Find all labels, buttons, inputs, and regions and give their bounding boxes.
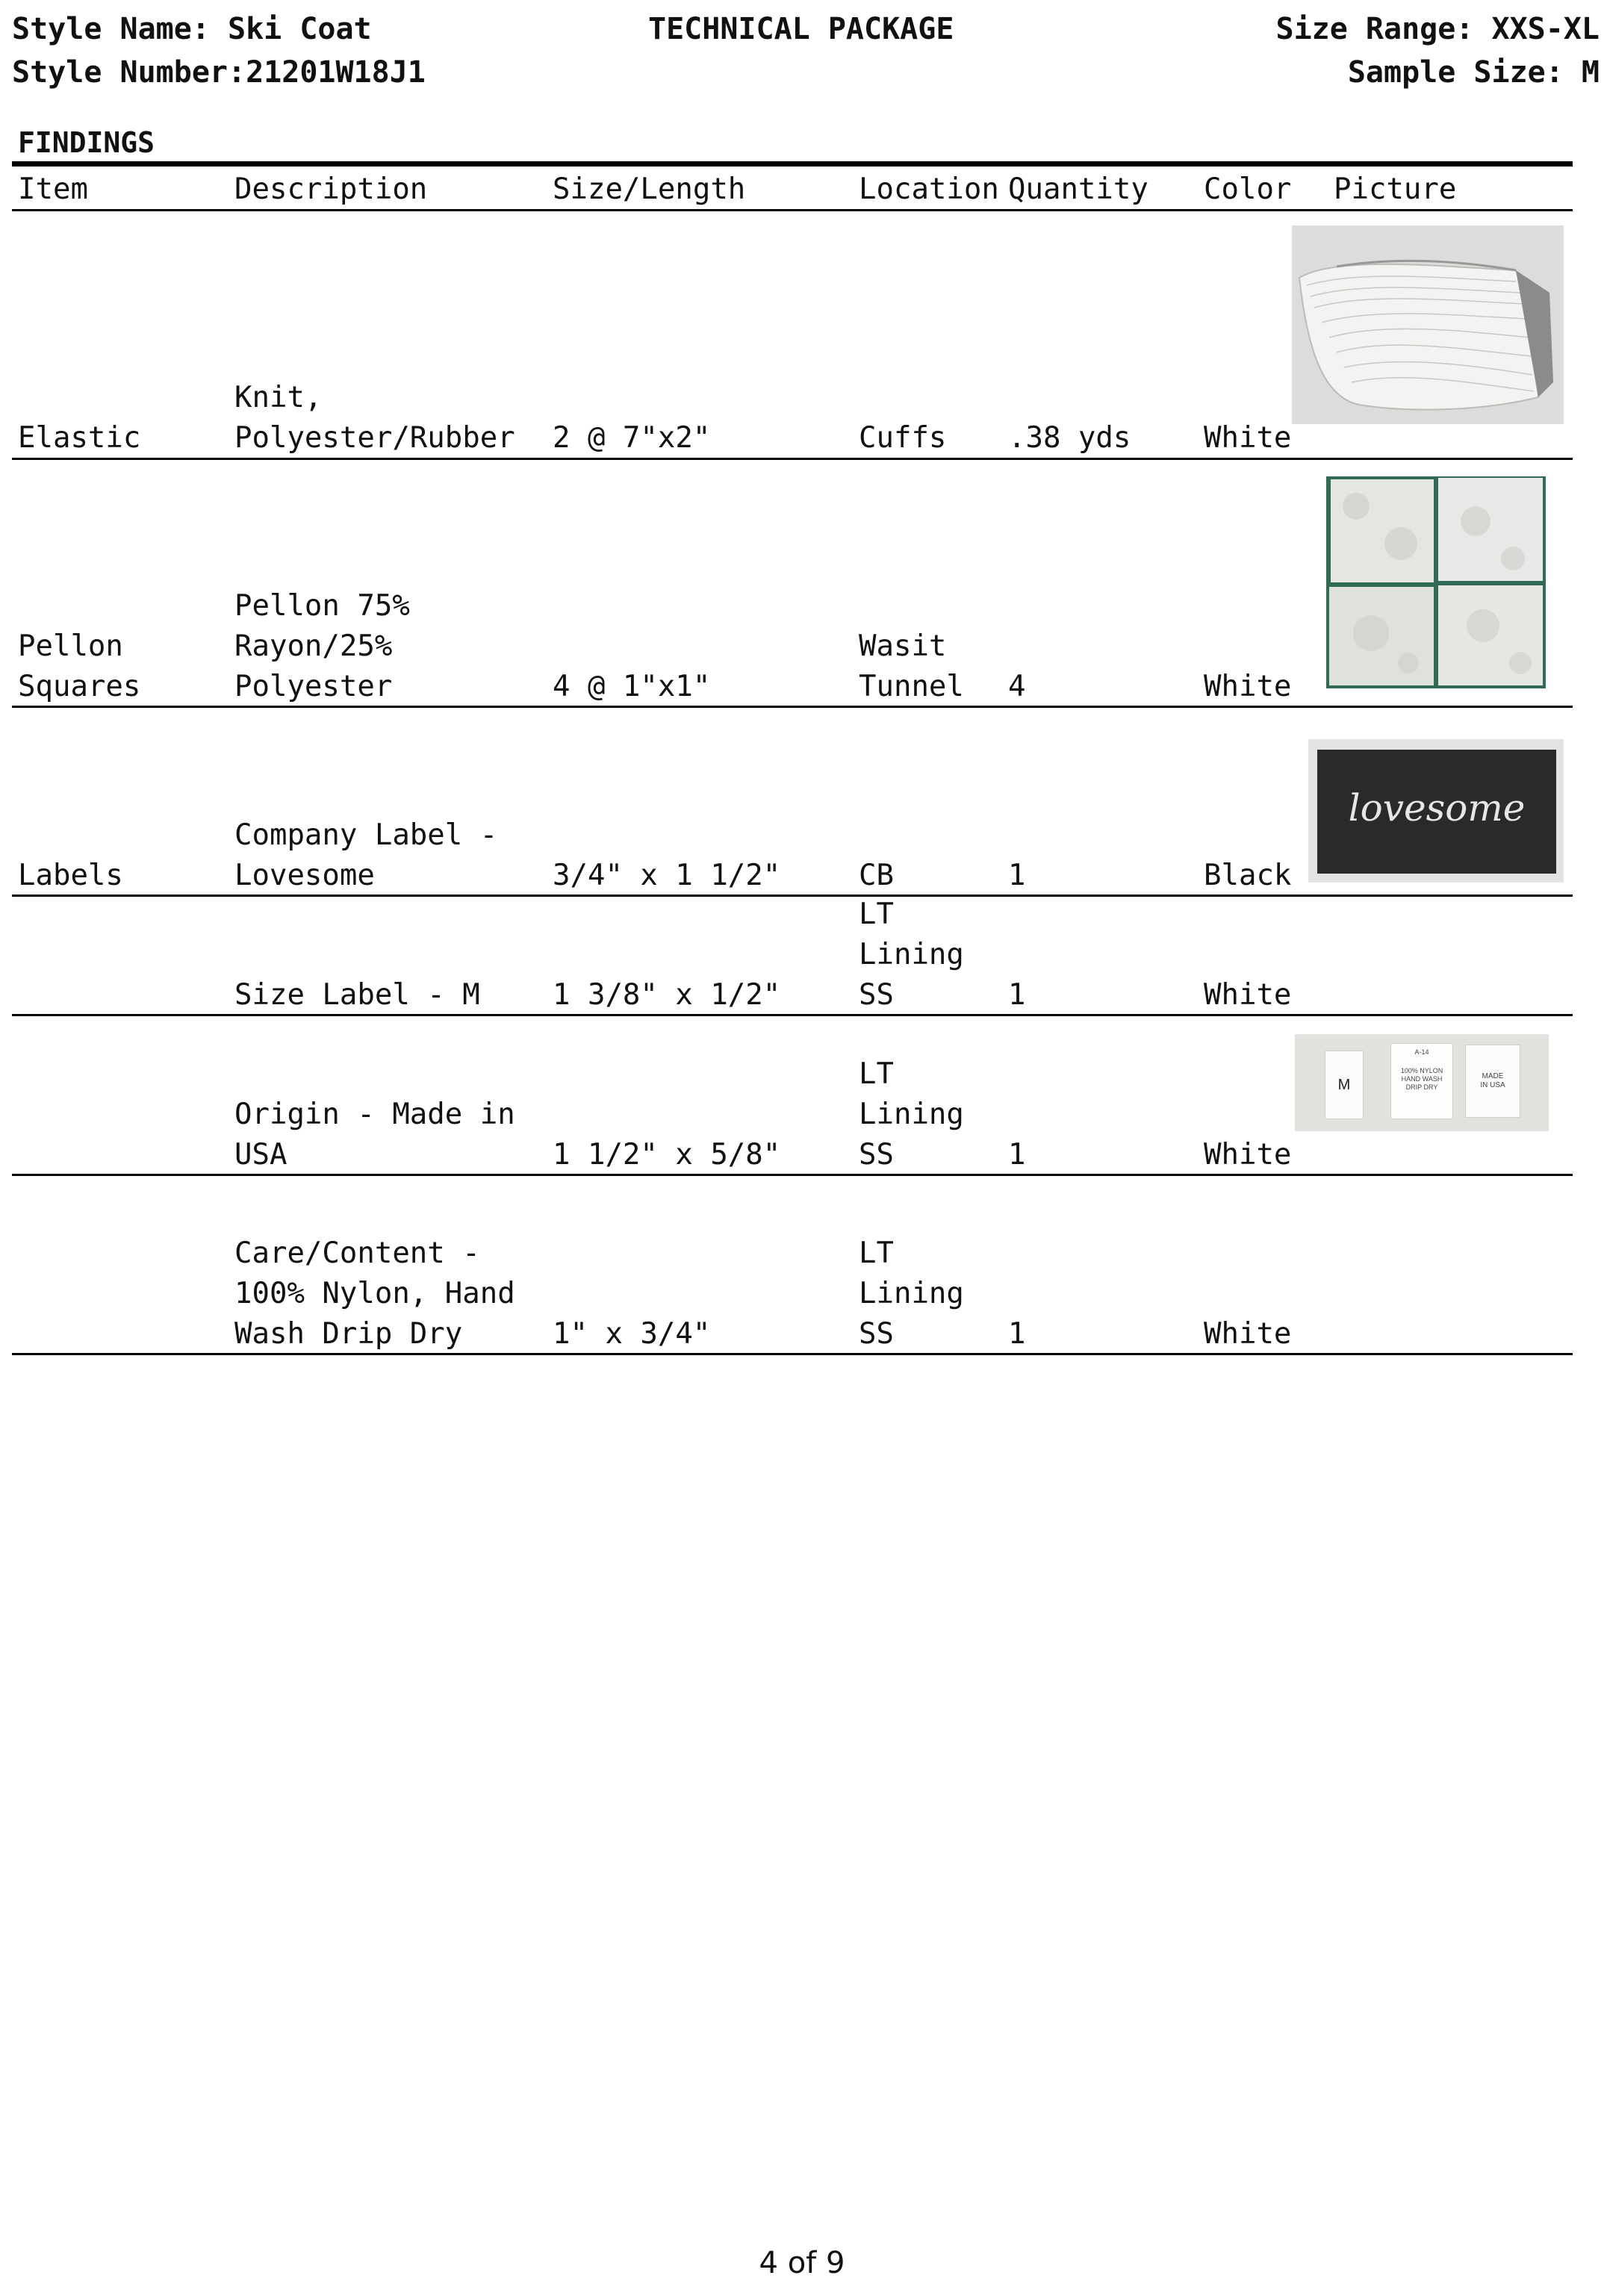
- cell-location: LT Lining SS: [859, 897, 964, 1012]
- section-title: FINDINGS: [18, 126, 155, 159]
- column-header-picture: Picture: [1334, 172, 1457, 206]
- cell-description: Pellon 75% Rayon/25% Polyester: [234, 589, 410, 703]
- cell-location: Cuffs: [859, 421, 947, 455]
- cell-quantity: .38 yds: [1008, 421, 1131, 455]
- elastic-photo: [1292, 225, 1564, 424]
- section-rule: [12, 161, 1573, 167]
- cell-location: Wasit Tunnel: [859, 629, 964, 703]
- style-name: Style Name: Ski Coat: [12, 12, 372, 46]
- cell-color: White: [1204, 1138, 1292, 1172]
- cell-quantity: 4: [1008, 670, 1026, 703]
- cell-item: Pellon Squares: [18, 629, 141, 703]
- column-header-size: Size/Length: [553, 172, 746, 206]
- cell-description: Size Label - M: [234, 978, 480, 1012]
- cell-quantity: 1: [1008, 978, 1026, 1012]
- cell-size: 1 3/8" x 1/2": [553, 978, 781, 1012]
- cell-size: 1" x 3/4": [553, 1317, 711, 1351]
- column-header-location: Location: [859, 172, 999, 206]
- labels-photo: [1295, 1034, 1549, 1131]
- cell-location: LT Lining SS: [859, 1057, 964, 1172]
- care-tag-dry: DRIP DRY: [1405, 1083, 1438, 1091]
- cell-item: Labels: [18, 859, 123, 892]
- cell-size: 2 @ 7"x2": [553, 421, 711, 455]
- cell-description: Origin - Made in USA: [234, 1098, 515, 1172]
- row-rule: [12, 895, 1573, 897]
- origin-tag: [1465, 1045, 1520, 1118]
- style-number: Style Number:21201W18J1: [12, 55, 426, 90]
- row-rule: [12, 706, 1573, 708]
- cell-color: White: [1204, 421, 1292, 455]
- cell-color: White: [1204, 670, 1292, 703]
- pellon-squares-photo: [1326, 476, 1546, 688]
- origin-tag-usa: IN USA: [1480, 1081, 1505, 1089]
- care-tag-wash: HAND WASH: [1401, 1075, 1443, 1083]
- size-tag: [1325, 1051, 1364, 1119]
- header-rule: [12, 209, 1573, 211]
- cell-size: 3/4" x 1 1/2": [553, 859, 781, 892]
- column-header-item: Item: [18, 172, 88, 206]
- column-header-color: Color: [1204, 172, 1292, 206]
- document-title: TECHNICAL PACKAGE: [648, 12, 954, 46]
- sample-size: Sample Size: M: [1347, 55, 1600, 90]
- cell-color: Black: [1204, 859, 1292, 892]
- row-rule: [12, 1014, 1573, 1016]
- cell-color: White: [1204, 978, 1292, 1012]
- page-number: 4 of 9: [759, 2246, 845, 2280]
- care-tag-code: A-14: [1414, 1048, 1429, 1056]
- cell-quantity: 1: [1008, 859, 1026, 892]
- cell-description: Care/Content - 100% Nylon, Hand Wash Drip Dry: [234, 1236, 515, 1351]
- column-header-description: Description: [234, 172, 428, 206]
- row-rule: [12, 458, 1573, 460]
- cell-description: Company Label - Lovesome: [234, 818, 498, 892]
- cell-color: White: [1204, 1317, 1292, 1351]
- care-tag: [1390, 1043, 1453, 1119]
- size-range: Size Range: XXS-XL: [1275, 12, 1600, 46]
- cell-size: 4 @ 1"x1": [553, 670, 711, 703]
- cell-description: Knit, Polyester/Rubber: [234, 381, 515, 455]
- cell-quantity: 1: [1008, 1138, 1026, 1172]
- care-tag-content: 100% NYLON: [1400, 1067, 1443, 1074]
- size-tag-text: M: [1337, 1077, 1351, 1093]
- origin-tag-made: MADE: [1482, 1072, 1504, 1080]
- cell-size: 1 1/2" x 5/8": [553, 1138, 781, 1172]
- label-logo-text: lovesome: [1348, 786, 1526, 830]
- company-label-photo: [1308, 739, 1564, 883]
- cell-quantity: 1: [1008, 1317, 1026, 1351]
- column-header-quantity: Quantity: [1008, 172, 1148, 206]
- cell-item: Elastic: [18, 421, 141, 455]
- row-rule: [12, 1174, 1573, 1176]
- cell-location: CB: [859, 859, 894, 892]
- cell-location: LT Lining SS: [859, 1236, 964, 1351]
- row-rule: [12, 1353, 1573, 1355]
